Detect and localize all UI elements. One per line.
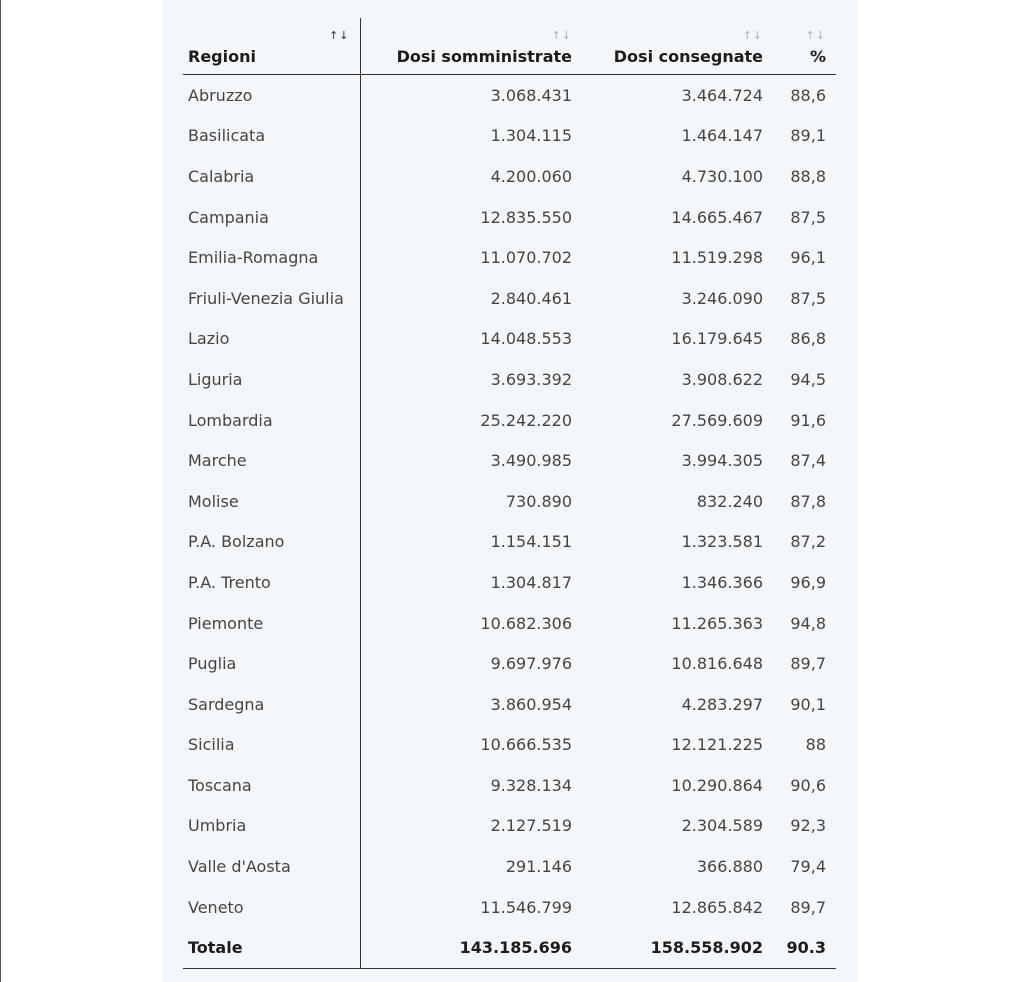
- cell-percent: 94,5: [790, 369, 826, 389]
- cell-delivered: 11.265.363: [671, 613, 763, 633]
- cell-percent: 90,1: [790, 694, 826, 714]
- cell-percent: 96,9: [790, 572, 826, 592]
- sort-arrows-icon[interactable]: ↑↓: [329, 29, 350, 42]
- cell-administered: 4.200.060: [490, 166, 572, 186]
- cell-delivered: 11.519.298: [671, 248, 763, 268]
- cell-administered: 1.154.151: [490, 532, 572, 552]
- cell-region: Piemonte: [183, 603, 360, 644]
- table-row: [183, 603, 836, 644]
- cell-delivered: 3.908.622: [681, 369, 763, 389]
- cell-region: Valle d'Aosta: [183, 846, 360, 887]
- header-regioni[interactable]: [183, 18, 360, 75]
- cell-delivered: 4.730.100: [681, 166, 763, 186]
- cell-percent: 90,6: [790, 775, 826, 795]
- table-row: [183, 684, 836, 725]
- cell-administered: 3.068.431: [490, 85, 572, 105]
- table-row: [183, 319, 836, 360]
- cell-delivered: 10.290.864: [671, 775, 763, 795]
- header-dosi-somministrate[interactable]: [360, 18, 582, 75]
- table-row: [183, 400, 836, 441]
- cell-region: P.A. Trento: [183, 562, 360, 603]
- header-label: Regioni: [188, 47, 256, 66]
- table-row: [183, 197, 836, 238]
- cell-administered: 9.328.134: [490, 775, 572, 795]
- cell-region: Abruzzo: [183, 75, 360, 116]
- cell-percent: 87,5: [790, 207, 826, 227]
- header-label: Dosi somministrate: [396, 47, 572, 66]
- cell-region: Friuli-Venezia Giulia: [183, 278, 360, 319]
- header-percent[interactable]: [773, 18, 836, 75]
- table-row: [183, 725, 836, 766]
- cell-administered: 12.835.550: [480, 207, 572, 227]
- table-panel: [162, 0, 858, 982]
- cell-administered: 14.048.553: [480, 329, 572, 349]
- cell-percent: 89,1: [790, 126, 826, 146]
- table-row: [183, 643, 836, 684]
- table-row: [183, 237, 836, 278]
- header-dosi-consegnate[interactable]: [582, 18, 773, 75]
- cell-administered: 143.185.696: [360, 927, 582, 968]
- cell-region: Sicilia: [183, 725, 360, 766]
- cell-delivered: 12.121.225: [671, 735, 763, 755]
- cell-region: Liguria: [183, 359, 360, 400]
- cell-percent: 86,8: [790, 329, 826, 349]
- cell-percent: 87,8: [790, 491, 826, 511]
- cell-delivered: 10.816.648: [671, 654, 763, 674]
- cell-administered: 25.242.220: [480, 410, 572, 430]
- vaccine-doses-table: [183, 18, 836, 969]
- table-row: [183, 278, 836, 319]
- cell-delivered: 366.880: [696, 857, 763, 877]
- cell-administered: 291.146: [505, 857, 572, 877]
- table-row: [183, 116, 836, 157]
- cell-region: Veneto: [183, 887, 360, 928]
- cell-region: Toscana: [183, 765, 360, 806]
- table-row: [183, 75, 836, 116]
- cell-percent: 87,5: [790, 288, 826, 308]
- cell-administered: 9.697.976: [490, 654, 572, 674]
- cell-percent: 88: [805, 735, 826, 755]
- cell-region: Molise: [183, 481, 360, 522]
- cell-percent: 88,6: [790, 85, 826, 105]
- table-row: [183, 359, 836, 400]
- cell-administered: 1.304.115: [490, 126, 572, 146]
- cell-delivered: 12.865.842: [671, 897, 763, 917]
- cell-administered: 3.490.985: [490, 451, 572, 471]
- cell-region: Emilia-Romagna: [183, 237, 360, 278]
- cell-region: Sardegna: [183, 684, 360, 725]
- cell-delivered: 27.569.609: [671, 410, 763, 430]
- cell-region: Lombardia: [183, 400, 360, 441]
- table-row: [183, 887, 836, 928]
- table-row: [183, 156, 836, 197]
- table-body: [183, 75, 836, 969]
- cell-delivered: 2.304.589: [681, 816, 763, 836]
- cell-delivered: 832.240: [696, 491, 763, 511]
- cell-percent: 79,4: [790, 857, 826, 877]
- table-row: [183, 562, 836, 603]
- cell-delivered: 16.179.645: [671, 329, 763, 349]
- cell-delivered: 4.283.297: [681, 694, 763, 714]
- cell-delivered: 1.464.147: [681, 126, 763, 146]
- cell-administered: 2.840.461: [490, 288, 572, 308]
- cell-region: Umbria: [183, 806, 360, 847]
- cell-administered: 3.860.954: [490, 694, 572, 714]
- cell-percent: 92,3: [790, 816, 826, 836]
- table-row: [183, 522, 836, 563]
- cell-percent: 87,2: [790, 532, 826, 552]
- sort-arrows-icon[interactable]: ↑↓: [551, 29, 572, 42]
- cell-region: Basilicata: [183, 116, 360, 157]
- cell-delivered: 3.464.724: [681, 85, 763, 105]
- total-row: [183, 927, 836, 968]
- table-row: [183, 440, 836, 481]
- table-row: [183, 765, 836, 806]
- cell-percent: 96,1: [790, 248, 826, 268]
- header-label: %: [809, 47, 826, 66]
- cell-percent: 89,7: [790, 654, 826, 674]
- cell-region: Campania: [183, 197, 360, 238]
- cell-administered: 2.127.519: [490, 816, 572, 836]
- cell-administered: 10.666.535: [480, 735, 572, 755]
- table-row: [183, 481, 836, 522]
- left-border-line: [0, 0, 1, 982]
- sort-arrows-icon[interactable]: ↑↓: [805, 29, 826, 42]
- cell-percent: 90.3: [773, 927, 836, 968]
- cell-region: Totale: [183, 927, 360, 968]
- cell-administered: 1.304.817: [490, 572, 572, 592]
- cell-delivered: 3.246.090: [681, 288, 763, 308]
- table-row: [183, 846, 836, 887]
- cell-percent: 89,7: [790, 897, 826, 917]
- cell-administered: 730.890: [505, 491, 572, 511]
- cell-region: Puglia: [183, 643, 360, 684]
- table-row: [183, 806, 836, 847]
- cell-delivered: 1.346.366: [681, 572, 763, 592]
- cell-administered: 11.546.799: [480, 897, 572, 917]
- cell-region: P.A. Bolzano: [183, 522, 360, 563]
- cell-administered: 3.693.392: [490, 369, 572, 389]
- cell-percent: 88,8: [790, 166, 826, 186]
- cell-percent: 87,4: [790, 451, 826, 471]
- cell-administered: 10.682.306: [480, 613, 572, 633]
- cell-percent: 91,6: [790, 410, 826, 430]
- cell-delivered: 158.558.902: [582, 927, 773, 968]
- cell-delivered: 14.665.467: [671, 207, 763, 227]
- cell-region: Calabria: [183, 156, 360, 197]
- cell-administered: 11.070.702: [480, 248, 572, 268]
- header-row: [183, 18, 836, 75]
- sort-arrows-icon[interactable]: ↑↓: [742, 29, 763, 42]
- cell-delivered: 1.323.581: [681, 532, 763, 552]
- cell-region: Lazio: [183, 319, 360, 360]
- cell-delivered: 3.994.305: [681, 451, 763, 471]
- cell-percent: 94,8: [790, 613, 826, 633]
- cell-region: Marche: [183, 440, 360, 481]
- header-label: Dosi consegnate: [613, 47, 763, 66]
